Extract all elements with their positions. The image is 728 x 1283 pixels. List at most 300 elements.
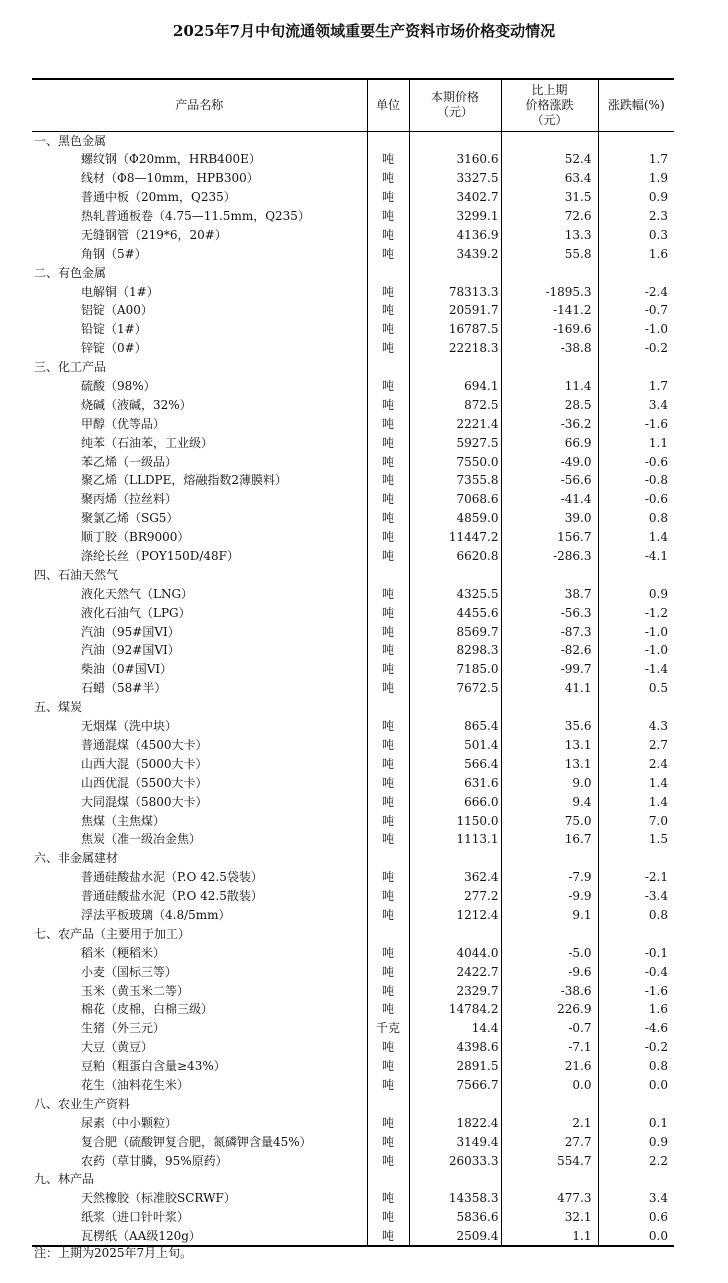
current-price: 1150.0 xyxy=(409,811,501,830)
product-name: 普通硅酸盐水泥（P.O 42.5袋装） xyxy=(81,870,263,885)
percent-cell xyxy=(598,1170,674,1189)
current-price: 14.4 xyxy=(409,1019,501,1038)
current-price: 3160.6 xyxy=(409,150,501,169)
change-percent: 0.3 xyxy=(598,225,674,244)
current-price: 3149.4 xyxy=(409,1132,501,1151)
unit: 吨 xyxy=(367,887,409,906)
table-row xyxy=(32,1076,674,1095)
unit: 吨 xyxy=(367,547,409,566)
product-name: 普通硅酸盐水泥（P.O 42.5散装） xyxy=(81,889,263,904)
percent-cell xyxy=(598,565,674,584)
price-change: 41.1 xyxy=(501,679,598,698)
change-percent: -0.4 xyxy=(598,962,674,981)
table-row xyxy=(32,1189,674,1208)
unit: 吨 xyxy=(367,811,409,830)
table-row xyxy=(32,622,674,641)
table-row xyxy=(32,244,674,263)
change-percent: 0.0 xyxy=(598,1227,674,1246)
price-change: 9.1 xyxy=(501,906,598,925)
table-row xyxy=(32,887,674,906)
change-cell xyxy=(501,565,598,584)
change-percent: -1.0 xyxy=(598,320,674,339)
change-percent: -1.6 xyxy=(598,981,674,1000)
product-name: 尿素（中小颗粒） xyxy=(81,1115,178,1130)
header-current-price: 本期价格 （元） xyxy=(409,79,501,131)
current-price: 865.4 xyxy=(409,717,501,736)
unit: 吨 xyxy=(367,1000,409,1019)
price-change: 31.5 xyxy=(501,188,598,207)
percent-cell xyxy=(598,131,674,150)
change-percent: -4.1 xyxy=(598,547,674,566)
unit: 吨 xyxy=(367,207,409,226)
price-change: 38.7 xyxy=(501,584,598,603)
unit: 吨 xyxy=(367,320,409,339)
change-percent: -0.7 xyxy=(598,301,674,320)
current-price: 631.6 xyxy=(409,773,501,792)
current-price: 14358.3 xyxy=(409,1189,501,1208)
table-row xyxy=(32,641,674,660)
change-percent: 4.3 xyxy=(598,717,674,736)
current-price: 22218.3 xyxy=(409,339,501,358)
change-percent: -0.2 xyxy=(598,1038,674,1057)
category-row xyxy=(32,1170,674,1189)
price-change: -169.6 xyxy=(501,320,598,339)
change-percent: -2.4 xyxy=(598,282,674,301)
category-label: 一、黑色金属 xyxy=(34,133,107,148)
product-name: 无烟煤（洗中块） xyxy=(81,719,178,734)
price-cell xyxy=(409,849,501,868)
change-percent: 1.6 xyxy=(598,1000,674,1019)
price-cell xyxy=(409,1094,501,1113)
product-name: 花生（油料花生米） xyxy=(81,1077,190,1092)
price-cell xyxy=(409,1170,501,1189)
price-change: 39.0 xyxy=(501,509,598,528)
unit: 吨 xyxy=(367,339,409,358)
category-row xyxy=(32,849,674,868)
price-change: -286.3 xyxy=(501,547,598,566)
product-name: 玉米（黄玉米二等） xyxy=(81,983,190,998)
change-percent: 2.4 xyxy=(598,754,674,773)
table-row xyxy=(32,811,674,830)
category-label: 八、农业生产资料 xyxy=(34,1096,131,1111)
change-cell xyxy=(501,698,598,717)
table-row xyxy=(32,981,674,1000)
table-row xyxy=(32,547,674,566)
product-name: 角钢（5#） xyxy=(81,246,147,261)
change-percent: -4.6 xyxy=(598,1019,674,1038)
category-row xyxy=(32,131,674,150)
unit: 吨 xyxy=(367,754,409,773)
table-row xyxy=(32,377,674,396)
current-price: 20591.7 xyxy=(409,301,501,320)
table-row xyxy=(32,1000,674,1019)
price-change: 28.5 xyxy=(501,395,598,414)
table-row xyxy=(32,603,674,622)
current-price: 4325.5 xyxy=(409,584,501,603)
current-price: 2329.7 xyxy=(409,981,501,1000)
unit: 吨 xyxy=(367,679,409,698)
price-change: -41.4 xyxy=(501,490,598,509)
price-change: 13.1 xyxy=(501,754,598,773)
price-change: -56.3 xyxy=(501,603,598,622)
change-percent: 0.6 xyxy=(598,1208,674,1227)
unit: 吨 xyxy=(367,660,409,679)
product-name: 顺丁胶（BR9000） xyxy=(81,530,190,545)
percent-cell xyxy=(598,924,674,943)
price-change: 21.6 xyxy=(501,1057,598,1076)
product-name: 苯乙烯（一级品） xyxy=(81,454,178,469)
current-price: 362.4 xyxy=(409,868,501,887)
unit: 吨 xyxy=(367,603,409,622)
unit: 吨 xyxy=(367,414,409,433)
product-name: 焦煤（主焦煤） xyxy=(81,813,166,828)
current-price: 7566.7 xyxy=(409,1076,501,1095)
unit: 吨 xyxy=(367,622,409,641)
current-price: 3402.7 xyxy=(409,188,501,207)
category-label: 五、煤炭 xyxy=(34,700,83,715)
price-change: 0.0 xyxy=(501,1076,598,1095)
unit: 吨 xyxy=(367,736,409,755)
change-cell xyxy=(501,1170,598,1189)
page-title: 2025年7月中旬流通领域重要生产资料市场价格变动情况 xyxy=(172,22,556,40)
change-percent: 0.9 xyxy=(598,1132,674,1151)
current-price: 78313.3 xyxy=(409,282,501,301)
change-percent: -0.6 xyxy=(598,490,674,509)
unit: 吨 xyxy=(367,244,409,263)
change-percent: 3.4 xyxy=(598,395,674,414)
product-name: 豆粕（粗蛋白含量≥43%） xyxy=(81,1059,226,1074)
current-price: 1822.4 xyxy=(409,1113,501,1132)
change-cell xyxy=(501,1094,598,1113)
table-row xyxy=(32,773,674,792)
unit: 吨 xyxy=(367,830,409,849)
change-percent: 1.4 xyxy=(598,792,674,811)
change-percent: 1.5 xyxy=(598,830,674,849)
unit: 吨 xyxy=(367,962,409,981)
footnote: 注：上期为2025年7月上旬。 xyxy=(34,1246,193,1260)
change-percent: 1.4 xyxy=(598,773,674,792)
product-name: 聚乙烯（LLDPE，熔融指数2薄膜料） xyxy=(81,473,288,488)
unit-cell xyxy=(367,1170,409,1189)
change-percent: 1.7 xyxy=(598,150,674,169)
price-change: 13.3 xyxy=(501,225,598,244)
product-name: 聚氯乙烯（SG5） xyxy=(81,511,179,526)
table-row xyxy=(32,1057,674,1076)
price-change: 32.1 xyxy=(501,1208,598,1227)
unit: 吨 xyxy=(367,1057,409,1076)
price-change: 75.0 xyxy=(501,811,598,830)
change-percent: 7.0 xyxy=(598,811,674,830)
unit-cell xyxy=(367,1094,409,1113)
price-change: -99.7 xyxy=(501,660,598,679)
table-row xyxy=(32,282,674,301)
unit: 吨 xyxy=(367,490,409,509)
table-row xyxy=(32,395,674,414)
current-price: 26033.3 xyxy=(409,1151,501,1170)
price-change: -82.6 xyxy=(501,641,598,660)
table-row xyxy=(32,1227,674,1246)
change-percent: 0.9 xyxy=(598,584,674,603)
current-price: 5836.6 xyxy=(409,1208,501,1227)
price-change: 9.0 xyxy=(501,773,598,792)
product-name: 石蜡（58#半） xyxy=(81,681,167,696)
change-percent: 0.8 xyxy=(598,1057,674,1076)
current-price: 16787.5 xyxy=(409,320,501,339)
table-row xyxy=(32,433,674,452)
product-name: 汽油（92#国VI） xyxy=(81,643,180,658)
change-percent: 2.2 xyxy=(598,1151,674,1170)
change-percent: -0.8 xyxy=(598,471,674,490)
current-price: 7068.6 xyxy=(409,490,501,509)
category-label: 四、石油天然气 xyxy=(34,567,119,582)
current-price: 3439.2 xyxy=(409,244,501,263)
header-unit: 单位 xyxy=(367,79,409,131)
table-row xyxy=(32,301,674,320)
change-cell xyxy=(501,358,598,377)
change-percent: -0.1 xyxy=(598,943,674,962)
product-name: 农药（草甘膦，95%原药） xyxy=(81,1153,228,1168)
price-change: 477.3 xyxy=(501,1189,598,1208)
current-price: 7672.5 xyxy=(409,679,501,698)
change-cell xyxy=(501,263,598,282)
product-name: 山西大混（5000大卡） xyxy=(81,756,208,771)
price-change: 2.1 xyxy=(501,1113,598,1132)
unit: 吨 xyxy=(367,773,409,792)
change-percent: -2.1 xyxy=(598,868,674,887)
category-label: 二、有色金属 xyxy=(34,265,107,280)
product-name: 热轧普通板卷（4.75—11.5mm，Q235） xyxy=(81,209,310,223)
current-price: 7550.0 xyxy=(409,452,501,471)
price-change: -0.7 xyxy=(501,1019,598,1038)
percent-cell xyxy=(598,698,674,717)
price-change: 72.6 xyxy=(501,207,598,226)
product-name: 山西优混（5500大卡） xyxy=(81,775,208,790)
percent-cell xyxy=(598,1094,674,1113)
percent-cell xyxy=(598,263,674,282)
unit-cell xyxy=(367,263,409,282)
product-name: 普通中板（20mm，Q235） xyxy=(81,190,236,205)
price-change: 16.7 xyxy=(501,830,598,849)
current-price: 566.4 xyxy=(409,754,501,773)
current-price: 14784.2 xyxy=(409,1000,501,1019)
price-change: -1895.3 xyxy=(501,282,598,301)
current-price: 4044.0 xyxy=(409,943,501,962)
category-row xyxy=(32,1094,674,1113)
unit: 吨 xyxy=(367,1076,409,1095)
table-row xyxy=(32,736,674,755)
category-row xyxy=(32,565,674,584)
change-percent: 3.4 xyxy=(598,1189,674,1208)
price-change: 55.8 xyxy=(501,244,598,263)
current-price: 4398.6 xyxy=(409,1038,501,1057)
price-cell xyxy=(409,358,501,377)
current-price: 8298.3 xyxy=(409,641,501,660)
product-name: 铅锭（1#） xyxy=(81,322,147,337)
current-price: 501.4 xyxy=(409,736,501,755)
unit: 吨 xyxy=(367,868,409,887)
price-cell xyxy=(409,565,501,584)
table-row xyxy=(32,188,674,207)
unit: 吨 xyxy=(367,509,409,528)
price-table xyxy=(32,78,674,1247)
price-cell xyxy=(409,131,501,150)
unit: 吨 xyxy=(367,584,409,603)
unit: 吨 xyxy=(367,1038,409,1057)
current-price: 6620.8 xyxy=(409,547,501,566)
product-name: 小麦（国标三等） xyxy=(81,964,178,979)
table-row xyxy=(32,1151,674,1170)
current-price: 277.2 xyxy=(409,887,501,906)
change-percent: -1.4 xyxy=(598,660,674,679)
change-cell xyxy=(501,131,598,150)
product-name: 线材（Φ8—10mm，HPB300） xyxy=(81,171,259,186)
price-change: 226.9 xyxy=(501,1000,598,1019)
unit: 吨 xyxy=(367,301,409,320)
unit: 吨 xyxy=(367,169,409,188)
current-price: 4455.6 xyxy=(409,603,501,622)
change-percent: 0.0 xyxy=(598,1076,674,1095)
table-row xyxy=(32,1019,674,1038)
price-change: 13.1 xyxy=(501,736,598,755)
table-row xyxy=(32,1113,674,1132)
change-percent: 1.9 xyxy=(598,169,674,188)
table-row xyxy=(32,584,674,603)
table-row xyxy=(32,490,674,509)
unit-cell xyxy=(367,131,409,150)
price-change: -38.6 xyxy=(501,981,598,1000)
table-row xyxy=(32,792,674,811)
unit: 吨 xyxy=(367,377,409,396)
table-row xyxy=(32,452,674,471)
unit: 吨 xyxy=(367,225,409,244)
price-change: -36.2 xyxy=(501,414,598,433)
unit: 吨 xyxy=(367,1208,409,1227)
header-price-change: 比上期 价格涨跌 （元） xyxy=(501,79,598,131)
change-percent: -1.6 xyxy=(598,414,674,433)
price-change: -9.6 xyxy=(501,962,598,981)
product-name: 聚丙烯（拉丝料） xyxy=(81,492,178,507)
unit: 吨 xyxy=(367,1113,409,1132)
current-price: 8569.7 xyxy=(409,622,501,641)
price-cell xyxy=(409,698,501,717)
unit-cell xyxy=(367,849,409,868)
unit: 吨 xyxy=(367,452,409,471)
product-name: 生猪（外三元） xyxy=(81,1021,166,1036)
table-row xyxy=(32,207,674,226)
price-change: -49.0 xyxy=(501,452,598,471)
change-percent: 0.8 xyxy=(598,906,674,925)
percent-cell xyxy=(598,849,674,868)
unit: 吨 xyxy=(367,1132,409,1151)
table-row xyxy=(32,679,674,698)
current-price: 2891.5 xyxy=(409,1057,501,1076)
table-row xyxy=(32,169,674,188)
price-change: -141.2 xyxy=(501,301,598,320)
table-row xyxy=(32,471,674,490)
product-name: 汽油（95#国VI） xyxy=(81,624,180,639)
product-name: 瓦楞纸（AA级120g） xyxy=(32,1227,367,1246)
category-label: 六、非金属建材 xyxy=(34,851,119,866)
table-row xyxy=(32,528,674,547)
current-price: 11447.2 xyxy=(409,528,501,547)
product-name: 天然橡胶（标准胶SCRWF） xyxy=(81,1191,236,1206)
price-change: -9.9 xyxy=(501,887,598,906)
header-product-name: 产品名称 xyxy=(32,79,367,131)
product-name: 甲醇（优等品） xyxy=(81,416,166,431)
table-row xyxy=(32,339,674,358)
product-name: 棉花（皮棉，白棉三级） xyxy=(81,1002,214,1017)
current-price: 666.0 xyxy=(409,792,501,811)
current-price: 1212.4 xyxy=(409,906,501,925)
current-price: 7185.0 xyxy=(409,660,501,679)
table-row xyxy=(32,943,674,962)
product-name: 稻米（粳稻米） xyxy=(81,945,166,960)
table-row xyxy=(32,1132,674,1151)
unit: 吨 xyxy=(367,943,409,962)
change-percent: 0.5 xyxy=(598,679,674,698)
product-name: 纯苯（石油苯，工业级） xyxy=(81,435,214,450)
change-percent: -0.2 xyxy=(598,339,674,358)
unit: 吨 xyxy=(367,1227,409,1246)
product-name: 锌锭（0#） xyxy=(81,341,147,356)
product-name: 铝锭（A00） xyxy=(81,303,153,318)
unit: 吨 xyxy=(367,792,409,811)
product-name: 硫酸（98%） xyxy=(81,379,156,394)
percent-cell xyxy=(598,358,674,377)
product-name: 液化天然气（LNG） xyxy=(81,586,194,601)
change-percent: 1.6 xyxy=(598,244,674,263)
price-change: 52.4 xyxy=(501,150,598,169)
unit-cell xyxy=(367,565,409,584)
unit: 吨 xyxy=(367,906,409,925)
price-change: -7.1 xyxy=(501,1038,598,1057)
category-row xyxy=(32,358,674,377)
unit: 吨 xyxy=(367,528,409,547)
table-row xyxy=(32,225,674,244)
unit: 吨 xyxy=(367,1189,409,1208)
header-row xyxy=(32,79,674,131)
current-price: 3299.1 xyxy=(409,207,501,226)
table-row xyxy=(32,754,674,773)
product-name: 涤纶长丝（POY150D/48F） xyxy=(81,549,239,564)
price-change: 1.1 xyxy=(501,1227,598,1246)
current-price: 5927.5 xyxy=(409,433,501,452)
table-body xyxy=(32,131,674,1246)
table-row xyxy=(32,868,674,887)
current-price: 3327.5 xyxy=(409,169,501,188)
change-percent: 2.7 xyxy=(598,736,674,755)
change-percent: -1.2 xyxy=(598,603,674,622)
price-cell xyxy=(409,263,501,282)
current-price: 1113.1 xyxy=(409,830,501,849)
product-name: 纸浆（进口针叶浆） xyxy=(81,1210,190,1225)
table-row xyxy=(32,320,674,339)
price-change: -87.3 xyxy=(501,622,598,641)
unit-cell xyxy=(367,698,409,717)
unit: 吨 xyxy=(367,981,409,1000)
category-label: 三、化工产品 xyxy=(34,360,107,375)
product-name: 电解铜（1#） xyxy=(81,284,159,299)
product-name: 大豆（黄豆） xyxy=(81,1040,154,1055)
price-change: 27.7 xyxy=(501,1132,598,1151)
table-row xyxy=(32,1208,674,1227)
product-name: 烧碱（液碱，32%） xyxy=(81,397,192,412)
table-row xyxy=(32,150,674,169)
unit: 吨 xyxy=(367,188,409,207)
product-name: 焦炭（准一级冶金焦） xyxy=(81,832,202,847)
current-price: 2422.7 xyxy=(409,962,501,981)
unit: 吨 xyxy=(367,471,409,490)
